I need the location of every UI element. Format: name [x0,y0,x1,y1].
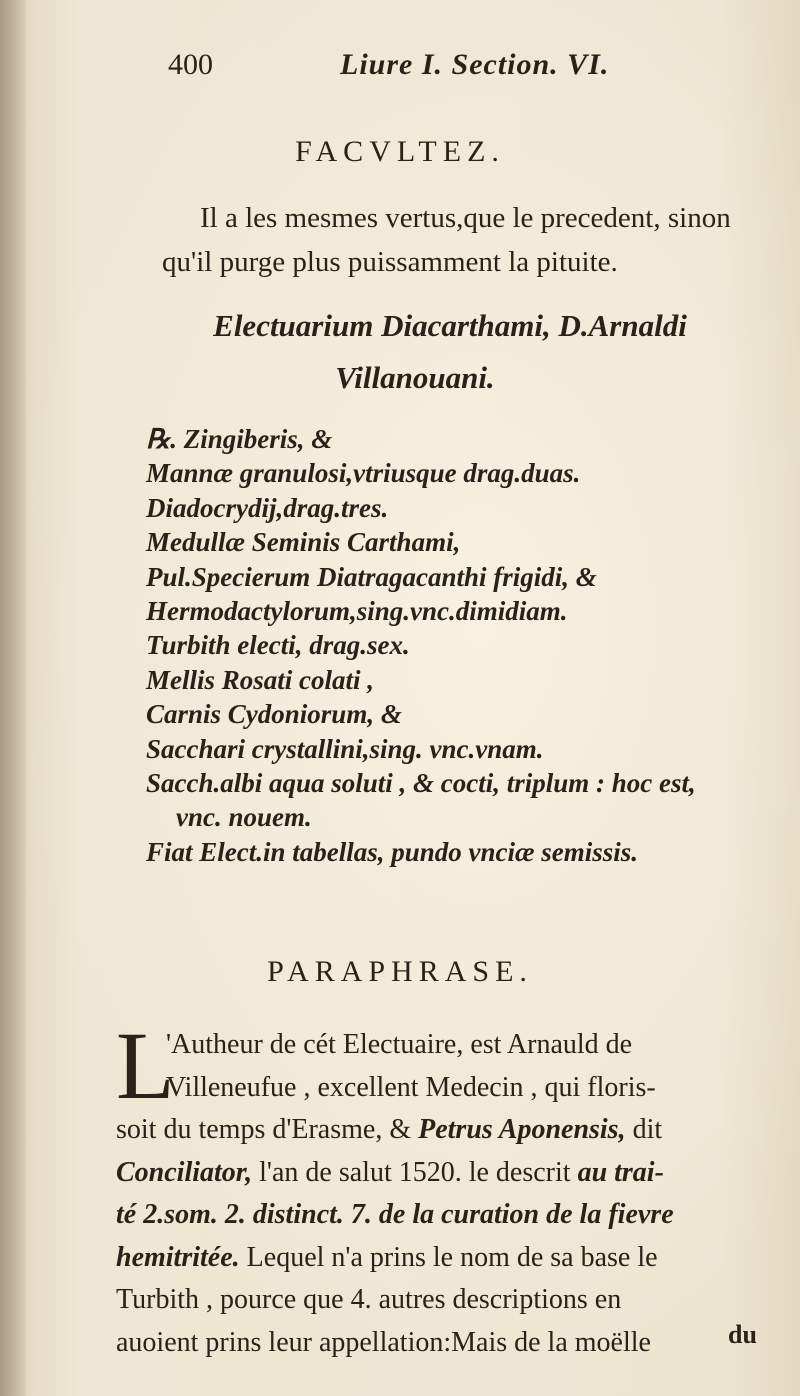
recipe-line: Hermodactylorum,sing.vnc.dimidiam. [146,595,568,626]
recipe-line: Mellis Rosati colati , [146,664,375,695]
recipe-title-line-1: Electuarium Diacarthami, D.Arnaldi [213,308,687,343]
running-head: Liure I. Section. VI. [340,48,610,81]
recipe-line: Fiat Elect.in tabellas, pundo vnciæ semissis. [146,836,639,867]
recipe-line: Carnis Cydoniorum, & [146,699,402,730]
paraphrase-heading: PARAPHRASE. [267,955,533,988]
catchword: du [728,1320,757,1349]
recipe-ingredients [146,422,696,869]
paraphrase-line [116,1152,674,1195]
roman-run: Turbith , pource que 4. autres descriptions en [116,1284,622,1315]
facultez-heading: FACVLTEZ. [295,135,505,168]
paraphrase-body [116,1109,674,1364]
facultez-line-1: Il a les mesmes vertus,que le precedent, sinon [200,202,731,234]
paraphrase-line [116,1237,674,1280]
paraphrase-line [116,1322,674,1365]
roman-run: soit du temps d'Erasme, & [116,1114,419,1145]
recipe-line: Sacchari crystallini,sing. vnc.vnam. [146,733,544,764]
page-gutter [0,0,26,1396]
paraphrase-line: 'Autheur de cét Electuaire, est Arnauld de [166,1029,633,1060]
facultez-line-2: qu'il purge plus puissamment la pituite. [162,246,618,278]
roman-run: Lequel n'a prins le nom de sa base le [239,1241,658,1273]
recipe-line: ℞. Zingiberis, & [146,424,333,454]
italic-run: Conciliator, [116,1156,253,1188]
recipe-line: Turbith electi, drag.sex. [146,630,410,661]
recipe-line: Medullæ Seminis Carthami, [146,527,461,558]
roman-run: dit [625,1114,663,1145]
paraphrase-line [116,1194,674,1237]
recipe-line: vnc. nouem. [176,802,312,833]
recipe-line: Sacch.albi aqua soluti , & cocti, triplum : hoc est, [146,767,696,798]
drop-cap: L [116,1012,175,1119]
recipe-title-line-2: Villanouani. [335,360,495,395]
italic-run: au trai- [577,1156,664,1188]
roman-run: l'an de salut 1520. le descrit [252,1156,578,1188]
recipe-line: Mannæ granulosi,vtriusque drag.duas. [146,458,581,489]
italic-run: hemitritée. [116,1241,240,1273]
paraphrase-line: Villeneufue , excellent Medecin , qui floris- [166,1071,656,1103]
page-header [168,48,668,88]
italic-run: Petrus Aponensis, [418,1114,626,1145]
paraphrase-line [116,1109,674,1152]
paraphrase-line [116,1279,674,1322]
paraphrase-opening [166,1024,656,1109]
roman-run: auoient prins leur appellation:Mais de la moëlle [116,1326,651,1358]
italic-run: té 2.som. 2. distinct. 7. de la curation de la fievre [116,1199,674,1230]
page-number: 400 [168,48,213,81]
recipe-line: Pul.Specierum Diatragacanthi frigidi, & [146,561,597,592]
recipe-line: Diadocrydij,drag.tres. [146,492,389,523]
